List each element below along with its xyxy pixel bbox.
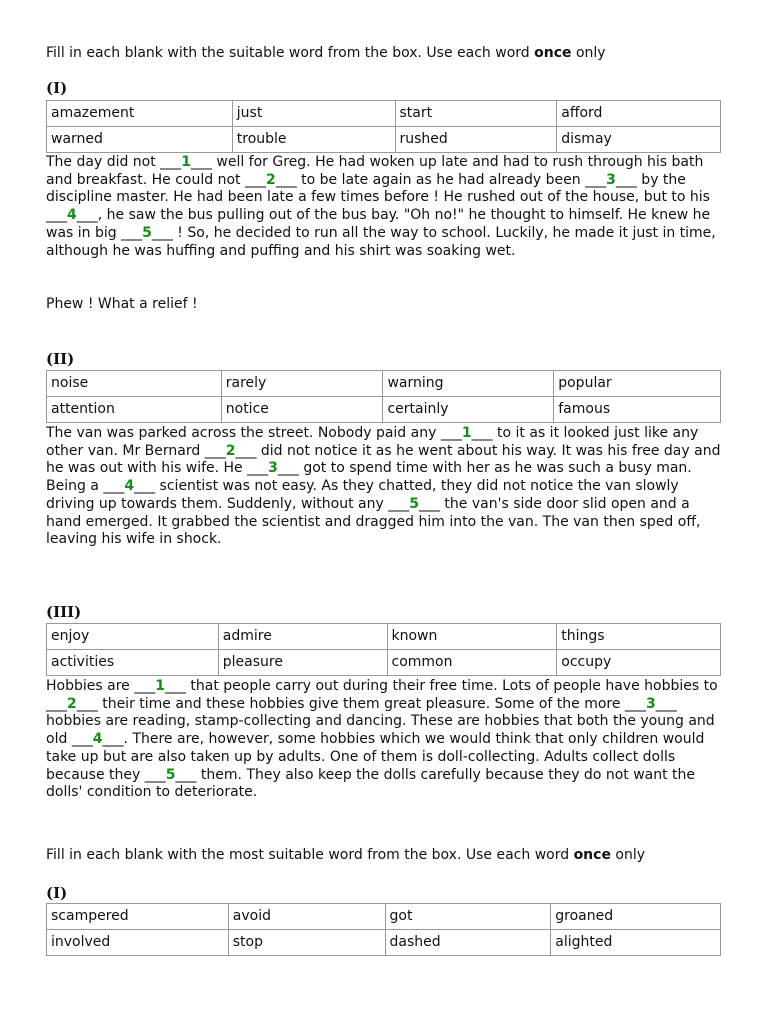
word-cell: occupy — [557, 650, 721, 676]
word-cell: certainly — [383, 397, 554, 423]
word-cell: dashed — [385, 930, 551, 956]
blank-number: 3 — [268, 460, 278, 477]
word-cell: dismay — [557, 127, 721, 153]
blank-number: 3 — [645, 695, 656, 712]
word-cell: admire — [218, 624, 387, 650]
word-cell: warning — [383, 371, 554, 397]
section-heading-1: (I) — [46, 79, 68, 97]
word-cell: avoid — [228, 904, 385, 930]
instruction-text-end: only — [571, 45, 606, 61]
instruction-text-end: only — [610, 847, 646, 863]
word-box-1 — [46, 100, 721, 153]
instruction-bold-word: once — [573, 847, 611, 863]
section-heading-part2-1: (I) — [46, 884, 68, 902]
word-cell: groaned — [551, 904, 721, 930]
blank-number: 5 — [142, 224, 152, 241]
word-cell: stop — [228, 930, 385, 956]
word-cell: start — [395, 101, 557, 127]
word-box-row — [47, 127, 721, 153]
word-box-row — [47, 397, 721, 423]
word-cell: rushed — [395, 127, 557, 153]
section-heading-2: (II) — [46, 350, 75, 368]
passage-2: The van was parked across the street. Nobody paid any ___1___ to it as it looked just like any other van. Mr Bernard ___2___ did not notice it as he went about his way. It was his free day and he was out with his wife. He ___3___ got to spend time with her as he was such a busy man. Being a ___4___ scientist was not easy. As they chatted, they did not notice the van slowly driving up towards them. Suddenly, without any ___5___ the van's side door slid open and a hand emerged. It grabbed the scientist and dragged him into the van. The van then sped off, leaving his wife in shock. — [46, 425, 721, 548]
word-box-row — [47, 371, 721, 397]
blank-number: 5 — [409, 495, 419, 512]
instruction-text: Fill in each blank with the suitable word from the box. Use each word — [46, 45, 535, 61]
blank-number: 4 — [92, 731, 103, 748]
word-cell: trouble — [232, 127, 395, 153]
instruction-part2 — [46, 846, 645, 864]
word-cell: warned — [47, 127, 233, 153]
word-cell: enjoy — [47, 624, 219, 650]
instruction-bold-word: once — [534, 45, 572, 61]
section-heading-3: (III) — [46, 603, 82, 621]
word-cell: scampered — [47, 904, 229, 930]
word-cell: amazement — [47, 101, 233, 127]
word-cell: involved — [47, 930, 229, 956]
instruction-text: Fill in each blank with the most suitable word from the box. Use each word — [46, 847, 574, 863]
word-cell: known — [387, 624, 557, 650]
word-cell: popular — [554, 371, 721, 397]
passage-1: The day did not ___1___ well for Greg. He had woken up late and had to rush through his bath and breakfast. He could not ___2___ to be late again as he had already been ___3___ by the discipline master. He had been late a few times before ! He rushed out of the house, but to his ___4___, he saw the bus pulling out of the bus bay. "Oh no!" he thought to himself. He knew he was in big ___5___ ! So, he decided to run all the way to school. Luckily, he made it just in time, although he was huffing and puffing and his shirt was soaking wet. — [46, 154, 716, 259]
word-cell: activities — [47, 650, 219, 676]
word-box-3 — [46, 623, 721, 676]
instruction-part1 — [46, 44, 606, 62]
passage-1-closing: Phew ! What a relief ! — [46, 296, 198, 312]
word-cell: things — [557, 624, 721, 650]
word-box-2 — [46, 370, 721, 423]
passage-3: Hobbies are ___1___ that people carry out during their free time. Lots of people have hobbies to ___2___ their time and these hobbies give them great pleasure. Some of the more ___3___ hobbies are reading, stamp-collecting and dancing. These are hobbies that both the young and old ___4___. There are, however, some hobbies which we would think that only children would take up but are also taken up by adults. One of them is doll-collecting. Adults collect dolls because they ___5___ them. They also keep the dolls carefully because they do not want the dolls' condition to deteriorate. — [46, 678, 718, 801]
word-box-row — [47, 101, 721, 127]
blank-number: 5 — [165, 766, 176, 783]
blank-number: 4 — [67, 207, 77, 224]
blank-number: 2 — [265, 171, 276, 188]
blank-number: 3 — [606, 171, 616, 188]
blank-number: 4 — [124, 478, 135, 495]
word-box-row — [47, 930, 721, 956]
blank-number: 1 — [461, 425, 472, 441]
word-box-row — [47, 904, 721, 930]
blank-number: 2 — [67, 695, 77, 712]
word-box-row — [47, 650, 721, 676]
word-cell: famous — [554, 397, 721, 423]
word-cell: notice — [221, 397, 383, 423]
word-box-part2-1 — [46, 903, 721, 956]
word-cell: just — [232, 101, 395, 127]
word-box-row — [47, 624, 721, 650]
word-cell: rarely — [221, 371, 383, 397]
word-cell: pleasure — [218, 650, 387, 676]
word-cell: afford — [557, 101, 721, 127]
blank-number: 1 — [155, 678, 165, 694]
word-cell: got — [385, 904, 551, 930]
word-cell: common — [387, 650, 557, 676]
blank-number: 1 — [181, 154, 191, 170]
word-cell: noise — [47, 371, 222, 397]
blank-number: 2 — [225, 442, 236, 459]
word-cell: alighted — [551, 930, 721, 956]
word-cell: attention — [47, 397, 222, 423]
